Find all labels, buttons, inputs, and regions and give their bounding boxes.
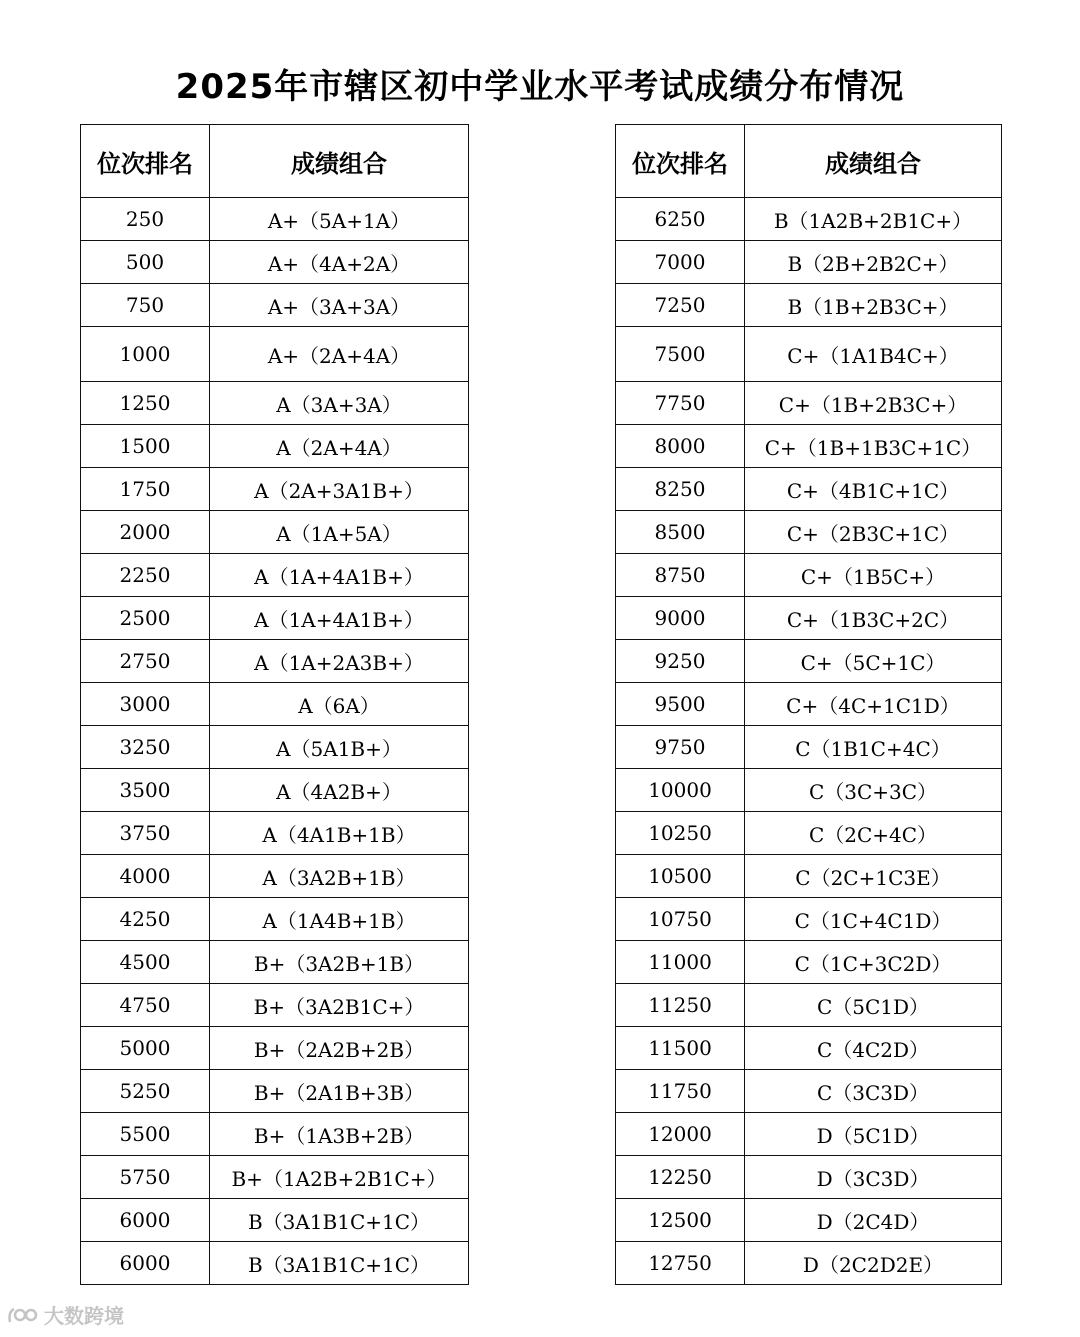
rank-cell: 10250 bbox=[616, 812, 745, 855]
combo-cell: C（1C+3C2D） bbox=[745, 941, 1002, 984]
table-row bbox=[616, 468, 1002, 511]
table-row bbox=[616, 1242, 1002, 1285]
combo-cell: B+（2A1B+3B） bbox=[210, 1070, 469, 1113]
table-row bbox=[81, 511, 469, 554]
ranking-table-right bbox=[615, 124, 1002, 1285]
table-row bbox=[81, 812, 469, 855]
rank-cell: 7500 bbox=[616, 327, 745, 382]
rank-cell: 12250 bbox=[616, 1156, 745, 1199]
combo-cell: A（1A+5A） bbox=[210, 511, 469, 554]
combo-cell: A+（2A+4A） bbox=[210, 327, 469, 382]
rank-cell: 11750 bbox=[616, 1070, 745, 1113]
rank-cell: 4000 bbox=[81, 855, 210, 898]
rank-cell: 12750 bbox=[616, 1242, 745, 1285]
rank-cell: 5500 bbox=[81, 1113, 210, 1156]
table-row bbox=[616, 1027, 1002, 1070]
combo-cell: C+（4C+1C1D） bbox=[745, 683, 1002, 726]
table-row bbox=[616, 898, 1002, 941]
combo-cell: B+（1A3B+2B） bbox=[210, 1113, 469, 1156]
rank-cell: 10000 bbox=[616, 769, 745, 812]
table-body-right bbox=[616, 198, 1002, 1285]
table-row bbox=[616, 769, 1002, 812]
table-row bbox=[616, 382, 1002, 425]
combo-cell: B（1A2B+2B1C+） bbox=[745, 198, 1002, 241]
rank-cell: 2000 bbox=[81, 511, 210, 554]
combo-header: 成绩组合 bbox=[210, 125, 469, 198]
table-row bbox=[81, 640, 469, 683]
rank-cell: 500 bbox=[81, 241, 210, 284]
rank-cell: 7000 bbox=[616, 241, 745, 284]
page-title: 2025年市辖区初中学业水平考试成绩分布情况 bbox=[175, 67, 905, 107]
table-row bbox=[616, 1199, 1002, 1242]
brand-logo-icon bbox=[6, 1304, 40, 1326]
table-row bbox=[81, 241, 469, 284]
table-row bbox=[81, 1156, 469, 1199]
rank-cell: 6250 bbox=[616, 198, 745, 241]
table-row bbox=[81, 198, 469, 241]
rank-cell: 11000 bbox=[616, 941, 745, 984]
rank-header: 位次排名 bbox=[616, 125, 745, 198]
table-row bbox=[616, 597, 1002, 640]
combo-cell: B（3A1B1C+1C） bbox=[210, 1199, 469, 1242]
rank-cell: 1500 bbox=[81, 425, 210, 468]
combo-cell: B+（2A2B+2B） bbox=[210, 1027, 469, 1070]
rank-cell: 3250 bbox=[81, 726, 210, 769]
table-row bbox=[81, 1027, 469, 1070]
rank-cell: 12500 bbox=[616, 1199, 745, 1242]
rank-cell: 6000 bbox=[81, 1242, 210, 1285]
rank-cell: 7250 bbox=[616, 284, 745, 327]
combo-cell: B+（1A2B+2B1C+） bbox=[210, 1156, 469, 1199]
rank-cell: 3750 bbox=[81, 812, 210, 855]
combo-cell: A+（3A+3A） bbox=[210, 284, 469, 327]
table-body-left bbox=[81, 198, 469, 1285]
combo-cell: A（6A） bbox=[210, 683, 469, 726]
rank-cell: 4250 bbox=[81, 898, 210, 941]
rank-cell: 8500 bbox=[616, 511, 745, 554]
table-row bbox=[81, 941, 469, 984]
table-row bbox=[616, 284, 1002, 327]
rank-cell: 8750 bbox=[616, 554, 745, 597]
table-row bbox=[616, 726, 1002, 769]
combo-cell: A（1A+4A1B+） bbox=[210, 597, 469, 640]
combo-cell: C+（1A1B4C+） bbox=[745, 327, 1002, 382]
rank-header: 位次排名 bbox=[81, 125, 210, 198]
combo-cell: B+（3A2B+1B） bbox=[210, 941, 469, 984]
table-row bbox=[81, 597, 469, 640]
combo-cell: B+（3A2B1C+） bbox=[210, 984, 469, 1027]
rank-cell: 10750 bbox=[616, 898, 745, 941]
rank-cell: 10500 bbox=[616, 855, 745, 898]
watermark-text: 大数跨境 bbox=[44, 1304, 124, 1328]
combo-cell: B（2B+2B2C+） bbox=[745, 241, 1002, 284]
table-row bbox=[81, 468, 469, 511]
watermark bbox=[6, 1300, 124, 1329]
rank-cell: 8250 bbox=[616, 468, 745, 511]
table-row bbox=[616, 941, 1002, 984]
rank-cell: 7750 bbox=[616, 382, 745, 425]
table-row bbox=[616, 855, 1002, 898]
combo-cell: C（3C+3C） bbox=[745, 769, 1002, 812]
rank-cell: 8000 bbox=[616, 425, 745, 468]
rank-cell: 5750 bbox=[81, 1156, 210, 1199]
table-row bbox=[616, 1156, 1002, 1199]
rank-cell: 750 bbox=[81, 284, 210, 327]
combo-cell: A（2A+4A） bbox=[210, 425, 469, 468]
rank-cell: 9000 bbox=[616, 597, 745, 640]
combo-cell: A（4A2B+） bbox=[210, 769, 469, 812]
combo-cell: C（3C3D） bbox=[745, 1070, 1002, 1113]
combo-cell: C（4C2D） bbox=[745, 1027, 1002, 1070]
table-row bbox=[81, 984, 469, 1027]
table-row bbox=[616, 511, 1002, 554]
table-row bbox=[81, 554, 469, 597]
combo-cell: D（2C4D） bbox=[745, 1199, 1002, 1242]
rank-cell: 11250 bbox=[616, 984, 745, 1027]
table-header-row bbox=[81, 125, 469, 198]
table-row bbox=[81, 1242, 469, 1285]
combo-cell: C（2C+1C3E） bbox=[745, 855, 1002, 898]
combo-cell: C（2C+4C） bbox=[745, 812, 1002, 855]
combo-cell: C+（5C+1C） bbox=[745, 640, 1002, 683]
combo-cell: D（2C2D2E） bbox=[745, 1242, 1002, 1285]
table-row bbox=[616, 640, 1002, 683]
combo-cell: C+（2B3C+1C） bbox=[745, 511, 1002, 554]
table-row bbox=[81, 1199, 469, 1242]
rank-cell: 1750 bbox=[81, 468, 210, 511]
rank-cell: 6000 bbox=[81, 1199, 210, 1242]
combo-cell: A+（5A+1A） bbox=[210, 198, 469, 241]
combo-cell: C（1C+4C1D） bbox=[745, 898, 1002, 941]
combo-cell: C+（1B+1B3C+1C） bbox=[745, 425, 1002, 468]
table-row bbox=[81, 327, 469, 382]
combo-cell: A（5A1B+） bbox=[210, 726, 469, 769]
combo-cell: C（1B1C+4C） bbox=[745, 726, 1002, 769]
table-row bbox=[81, 769, 469, 812]
table-row bbox=[81, 683, 469, 726]
rank-cell: 9500 bbox=[616, 683, 745, 726]
rank-cell: 4750 bbox=[81, 984, 210, 1027]
rank-cell: 250 bbox=[81, 198, 210, 241]
ranking-table-left bbox=[80, 124, 469, 1285]
combo-cell: A（2A+3A1B+） bbox=[210, 468, 469, 511]
rank-cell: 5000 bbox=[81, 1027, 210, 1070]
rank-cell: 5250 bbox=[81, 1070, 210, 1113]
rank-cell: 2250 bbox=[81, 554, 210, 597]
rank-cell: 12000 bbox=[616, 1113, 745, 1156]
combo-cell: C+（1B+2B3C+） bbox=[745, 382, 1002, 425]
combo-cell: A（1A4B+1B） bbox=[210, 898, 469, 941]
table-row bbox=[81, 382, 469, 425]
table-row bbox=[81, 1070, 469, 1113]
table-row bbox=[616, 198, 1002, 241]
combo-cell: C+（4B1C+1C） bbox=[745, 468, 1002, 511]
combo-cell: C（5C1D） bbox=[745, 984, 1002, 1027]
table-header-row bbox=[616, 125, 1002, 198]
table-row bbox=[616, 425, 1002, 468]
table-row bbox=[616, 327, 1002, 382]
table-row bbox=[81, 425, 469, 468]
combo-cell: C+（1B3C+2C） bbox=[745, 597, 1002, 640]
rank-cell: 1250 bbox=[81, 382, 210, 425]
rank-cell: 9750 bbox=[616, 726, 745, 769]
table-row bbox=[616, 683, 1002, 726]
combo-cell: B（3A1B1C+1C） bbox=[210, 1242, 469, 1285]
table-row bbox=[81, 726, 469, 769]
table-row bbox=[616, 241, 1002, 284]
rank-cell: 9250 bbox=[616, 640, 745, 683]
combo-header: 成绩组合 bbox=[745, 125, 1002, 198]
table-row bbox=[616, 812, 1002, 855]
rank-cell: 11500 bbox=[616, 1027, 745, 1070]
combo-cell: B（1B+2B3C+） bbox=[745, 284, 1002, 327]
rank-cell: 2500 bbox=[81, 597, 210, 640]
table-row bbox=[81, 1113, 469, 1156]
combo-cell: A（1A+2A3B+） bbox=[210, 640, 469, 683]
combo-cell: A（3A+3A） bbox=[210, 382, 469, 425]
rank-cell: 3000 bbox=[81, 683, 210, 726]
table-row bbox=[81, 855, 469, 898]
rank-cell: 2750 bbox=[81, 640, 210, 683]
rank-cell: 1000 bbox=[81, 327, 210, 382]
table-row bbox=[616, 1070, 1002, 1113]
table-row bbox=[616, 984, 1002, 1027]
combo-cell: D（5C1D） bbox=[745, 1113, 1002, 1156]
combo-cell: A（1A+4A1B+） bbox=[210, 554, 469, 597]
table-row bbox=[81, 898, 469, 941]
combo-cell: D（3C3D） bbox=[745, 1156, 1002, 1199]
table-row bbox=[81, 284, 469, 327]
table-row bbox=[616, 1113, 1002, 1156]
combo-cell: A（4A1B+1B） bbox=[210, 812, 469, 855]
combo-cell: C+（1B5C+） bbox=[745, 554, 1002, 597]
rank-cell: 3500 bbox=[81, 769, 210, 812]
combo-cell: A+（4A+2A） bbox=[210, 241, 469, 284]
table-row bbox=[616, 554, 1002, 597]
combo-cell: A（3A2B+1B） bbox=[210, 855, 469, 898]
rank-cell: 4500 bbox=[81, 941, 210, 984]
